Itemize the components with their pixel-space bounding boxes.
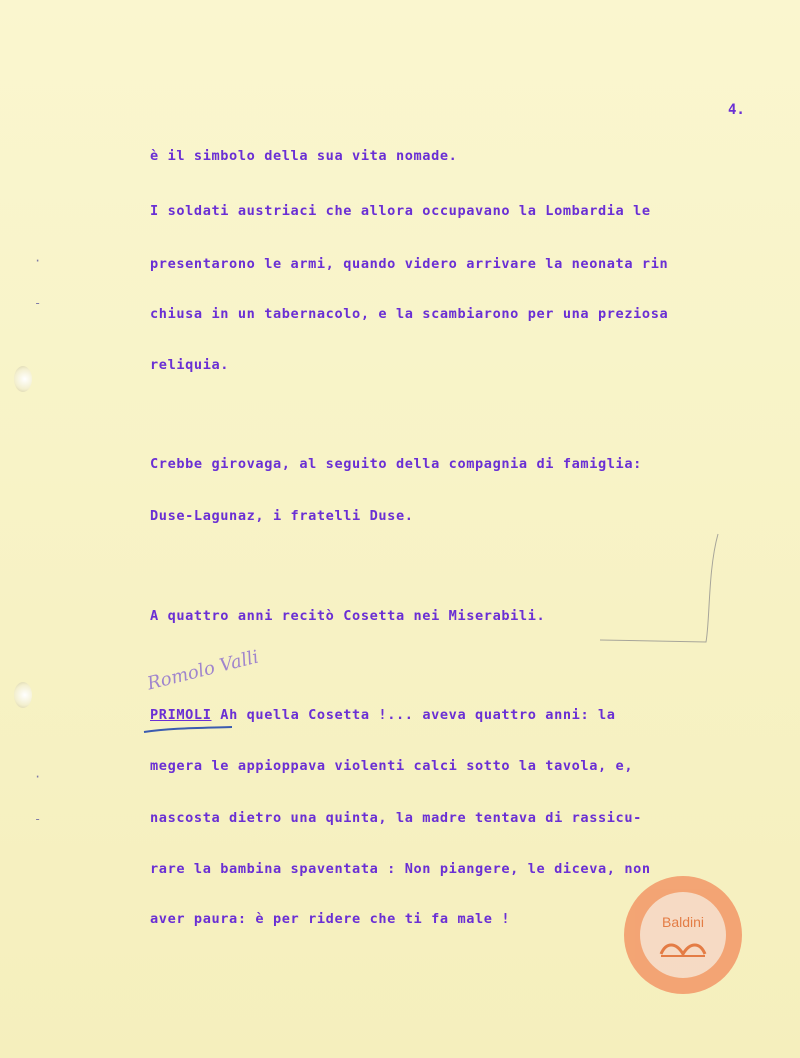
margin-mark: - [34,296,42,310]
library-stamp [624,876,742,994]
margin-mark: - [34,812,42,826]
stamp-text: Baldini [661,914,705,930]
punch-hole [14,366,32,392]
margin-mark: · [34,770,42,784]
pencil-bracket [590,530,730,650]
text-line: A quattro anni recitò Cosetta nei Miserabili. [150,608,546,624]
text-line: presentarono le armi, quando videro arrivare la neonata rin [150,256,669,272]
text-line: chiusa in un tabernacolo, e la scambiarono per una preziosa [150,306,669,322]
book-icon [658,936,708,958]
text-line: reliquia. [150,357,230,373]
text-line: Crebbe girovaga, al seguito della compagnia di famiglia: [150,456,642,472]
speaker-underline-stroke [140,724,240,736]
handwritten-signature: Romolo Valli [145,646,261,695]
margin-mark: · [34,254,42,268]
text-line: megera le appioppava violenti calci sotto la tavola, e, [150,758,634,774]
text-line: nascosta dietro una quinta, la madre tentava di rassicu- [150,810,642,826]
text-line: aver paura: è per ridere che ti fa male ! [150,911,511,927]
text-line: I soldati austriaci che allora occupavano la Lombardia le [150,203,651,219]
text-line: Ah quella Cosetta !... aveva quattro anni: la [220,707,616,723]
text-line: Duse-Lagunaz, i fratelli Duse. [150,508,414,524]
punch-hole [14,682,32,708]
text-line: rare la bambina spaventata : Non piangere, le diceva, non [150,861,651,877]
page-number: 4. [728,102,745,118]
dialogue-line [150,707,616,723]
text-line: è il simbolo della sua vita nomade. [150,148,458,164]
speaker-name: PRIMOLI [150,707,212,723]
